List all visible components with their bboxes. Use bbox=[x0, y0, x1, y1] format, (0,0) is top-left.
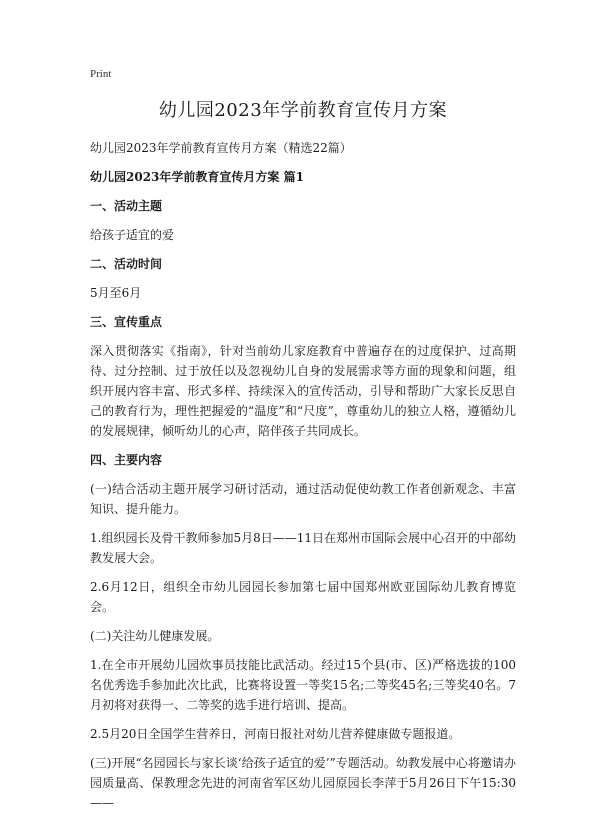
content-item-2-1: 1.在全市开展幼儿园炊事员技能比武活动。经过15个县(市、区)严格选拔的100名优秀选手参加此次比武，比赛将设置一等奖15名;二等奖45名;三等奖40名。7月初将对获得一、二等奖的选手进行培训、提高。 bbox=[90, 658, 516, 712]
section-text-time: 5月至6月 bbox=[90, 286, 142, 300]
section-heading-time: 二、活动时间 bbox=[90, 257, 163, 271]
document-subtitle: 幼儿园2023年学前教育宣传月方案（精选22篇） bbox=[90, 141, 352, 155]
section-heading-content: 四、主要内容 bbox=[90, 453, 163, 467]
content-item-2: (二)关注幼儿健康发展。 bbox=[90, 629, 220, 643]
article-title: 幼儿园2023年学前教育宣传月方案 篇1 bbox=[90, 170, 304, 184]
section-text-focus: 深入贯彻落实《指南》，针对当前幼儿家庭教育中普遍存在的过度保护、过高期待、过分控制、过于放任以及忽视幼儿自身的发展需求等方面的现象和问题，组织开展内容丰富、形式多样、持续深入的宣传活动，引导和帮助广大家长反思自己的教育行为，理性把握爱的“温度”和“尺度”，尊重幼儿的独立人格，遵循幼儿的发展规律，倾听幼儿的心声，陪伴孩子共同成长。 bbox=[90, 344, 516, 438]
content-item-2-2: 2.5月20日全国学生营养日，河南日报社对幼儿营养健康做专题报道。 bbox=[90, 727, 461, 741]
document-title: 幼儿园2023年学前教育宣传月方案 bbox=[158, 100, 448, 121]
content-item-1: (一)结合活动主题开展学习研讨活动，通过活动促使幼教工作者创新观念、丰富知识、提升能力。 bbox=[90, 482, 516, 516]
content-item-3: (三)开展“名园园长与家长谈‘给孩子适宜的爱’”专题活动。幼教发展中心将邀请办园质量高、保教理念先进的河南省军区幼儿园原园长李萍于5月26日下午15:30—— bbox=[90, 756, 516, 810]
content-item-1-1: 1.组织园长及骨干教师参加5月8日——11日在郑州市国际会展中心召开的中部幼教发展大会。 bbox=[90, 531, 516, 565]
section-text-theme: 给孩子适宜的爱 bbox=[90, 228, 175, 242]
section-heading-theme: 一、活动主题 bbox=[90, 199, 163, 213]
print-label: Print bbox=[90, 68, 112, 80]
content-item-1-2: 2.6月12日，组织全市幼儿园园长参加第七届中国郑州欧亚国际幼儿教育博览会。 bbox=[90, 580, 516, 614]
section-heading-focus: 三、宣传重点 bbox=[90, 315, 163, 329]
